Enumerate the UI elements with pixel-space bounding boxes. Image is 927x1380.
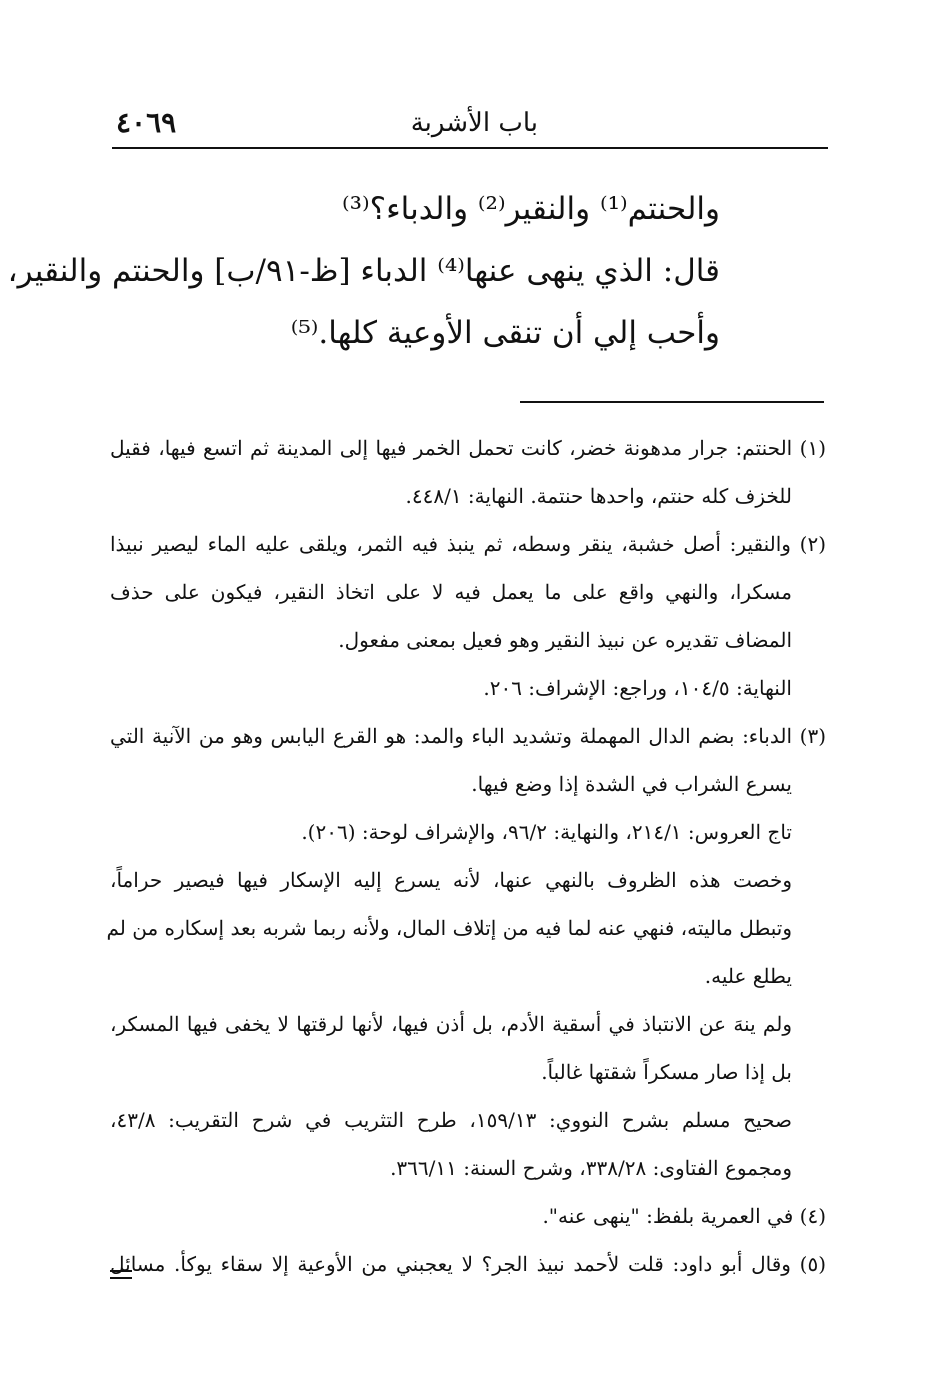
footnote-separator: [520, 401, 824, 403]
footnote-line: (٣) الدباء: بضم الدال المهملة وتشديد الباء والمد: هو القرع اليابس وهو من الآنية التي: [110, 724, 826, 748]
page-number: ٤٠٦٩: [116, 106, 177, 139]
footnote-line: (٢) والنقير: أصل خشبة، ينقر وسطه، ثم ينبذ فيه الثمر، ويلقى عليه الماء ليصير نبيذا: [110, 532, 826, 556]
chapter-title: باب الأشربة: [410, 108, 538, 138]
main-line: والحنتم⁽¹⁾ والنقير⁽²⁾ والدباء؟⁽³⁾: [341, 191, 720, 227]
footnote-3: [106, 712, 826, 1192]
footnote-line: صحيح مسلم بشرح النووي: ١٥٩/١٣، طرح التثريب في شرح التقريب: ٤٣/٨،: [110, 1108, 793, 1132]
footnote-line: ومجموع الفتاوى: ٣٣٨/٢٨، وشرح السنة: ٣٦٦/١١.: [390, 1156, 792, 1180]
main-line: قال: الذي ينهى عنها⁽⁴⁾ الدباء [ظ-٩١/ب] والحنتم والنقير،: [7, 253, 720, 289]
footnote-line: ولم ينهَ عن الانتباذ في أسقية الأدم، بل أذن فيها، لأنها لرقتها لا يخفى فيها المسكر،: [110, 1012, 792, 1036]
main-line: وأحب إلي أن تنقى الأوعية كلها.⁽⁵⁾: [290, 315, 720, 351]
main-text: [7, 178, 720, 364]
footnote-line: وتبطل ماليته، فنهي عنه لما فيه من إتلاف المال، ولأنه ربما شربه بعد إسكاره من لم: [106, 916, 792, 940]
footnote-line: بل إذا صار مسكراً شقتها غالباً.: [541, 1060, 792, 1084]
footnote-line: النهاية: ١٠٤/٥، وراجع: الإشراف: ٢٠٦.: [483, 676, 792, 700]
footnote-line: يطلع عليه.: [704, 964, 792, 988]
footnote-1: [110, 424, 826, 520]
footnote-2: [110, 520, 826, 712]
footnotes: [106, 424, 826, 1288]
footnote-5: [110, 1240, 826, 1288]
footnote-line: (١) الحنتم: جرار مدهونة خضر، كانت تحمل الخمر فيها إلى المدينة ثم اتسع فيها، فقيل: [110, 436, 826, 460]
page-header: [112, 100, 828, 146]
footnote-line: تاج العروس: ٢١٤/١، والنهاية: ٩٦/٢، والإشراف لوحة: (٢٠٦).: [301, 820, 792, 844]
footnote-line: وخصت هذه الظروف بالنهي عنها، لأنه يسرع إليه الإسكار فيها فيصير حراماً،: [110, 868, 792, 892]
footnote-line: مسكرا، والنهي واقع على ما يعمل فيه لا على اتخاذ النقير، فيكون على حذف: [110, 580, 792, 604]
footnote-line: يسرع الشراب في الشدة إذا وضع فيها.: [471, 772, 792, 796]
footnote-4: [110, 1192, 826, 1240]
continuation-mark: [110, 1270, 132, 1284]
footnote-line: (٤) في العمرية بلفظ: "ينهى عنه".: [542, 1204, 826, 1228]
footnote-line: المضاف تقديره عن نبيذ النقير وهو فعيل بمعنى مفعول.: [338, 628, 792, 652]
header-rule: [112, 147, 828, 149]
footnote-line: (٥) وقال أبو داود: قلت لأحمد نبيذ الجر؟ لا يعجبني من الأوعية إلا سقاء يوكأ. مسائل: [110, 1252, 826, 1276]
footnote-line: للخزف كله حنتم، واحدها حنتمة. النهاية: ٤٤٨/١.: [405, 484, 792, 508]
